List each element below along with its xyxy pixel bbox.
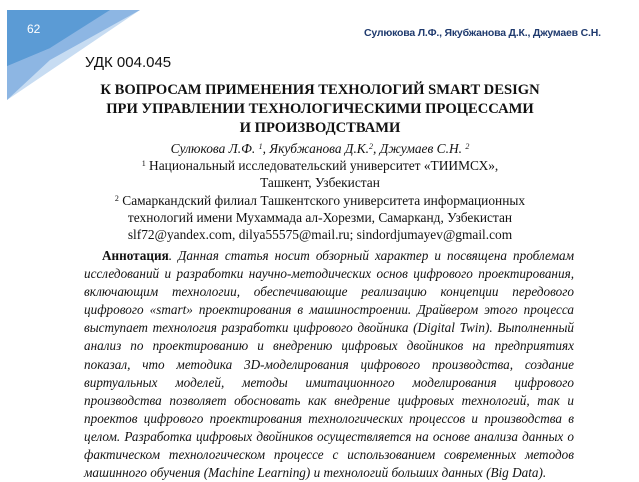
affiliation-1 (60, 157, 580, 192)
affiliation-line: Самаркандский филиал Ташкентского университета информационных (122, 193, 526, 208)
author-sup: 2 (465, 142, 470, 151)
abstract-text: . Данная статья носит обзорный характер и посвящена проблемам исследований и разработки научно-методических основ цифрового проектирования, включающим технологии, обеспечивающие реализацию концепции передового цифрового «smart» проектирования в машиностроении. Драйвером этого процесса выступает технология разработки цифрового двойника (Digital Twin). Выполненный анализ по проектированию и внедрению цифровых двойников на предприятиях показал, что методика 3D-моделирования цифрового производства, создание виртуальных моделей, методы имитационного моделирования цифрового производства позволяет обосновать как внедрение цифровых технологий, так и проектов цифрового проектирования технологических процессов и производства в целом. Разработка цифровых двойников осуществляется на основе анализа данных о фактическом технологическом процессе с использованием современных методов машинного обучения (Machine Learning) и технологий больших данных (Big Data). (84, 248, 574, 481)
author-sup: 1 (258, 142, 263, 151)
abstract (84, 247, 574, 482)
title-line: К ВОПРОСАМ ПРИМЕНЕНИЯ ТЕХНОЛОГИЙ SMART DESIGN (100, 82, 540, 98)
author-emails: slf72@yandex.com, dilya55575@mail.ru; sindordjumayev@gmail.com (127, 227, 513, 242)
affiliation-line: технологий имени Мухаммада ал-Хорезми, Самарканд, Узбекистан (127, 210, 513, 226)
page-number: 62 (27, 22, 41, 36)
article-title (60, 81, 580, 138)
author-name: Сулюкова Л.Ф. (170, 141, 256, 156)
affiliation-sup: 1 (141, 159, 146, 168)
affiliation-sup: 2 (114, 194, 119, 203)
udk-code: УДК 004.045 (85, 54, 172, 71)
title-line: ПРИ УПРАВЛЕНИИ ТЕХНОЛОГИЧЕСКИМИ ПРОЦЕССАМИ (106, 101, 534, 117)
affiliation-line: Ташкент, Узбекистан (260, 175, 380, 191)
affiliation-2 (60, 192, 580, 227)
title-line: И ПРОИЗВОДСТВАМИ (239, 120, 401, 136)
running-head-authors: Сулюкова Л.Ф., Якубжанова Д.К., Джумаев С.Н. (364, 27, 601, 39)
author-list: Сулюкова Л.Ф. $^1$, Якубжанова Д.К.$^2$, Джумаев С.Н. $^2$ (170, 141, 470, 156)
abstract-label: Аннотация (102, 248, 169, 263)
affiliation-line: Национальный исследовательский университет «ТИИМСХ», (149, 158, 499, 173)
author-name: Якубжанова Д.К. (269, 141, 370, 156)
author-name: Джумаев С.Н. (379, 141, 462, 156)
author-sup: 2 (369, 142, 374, 151)
